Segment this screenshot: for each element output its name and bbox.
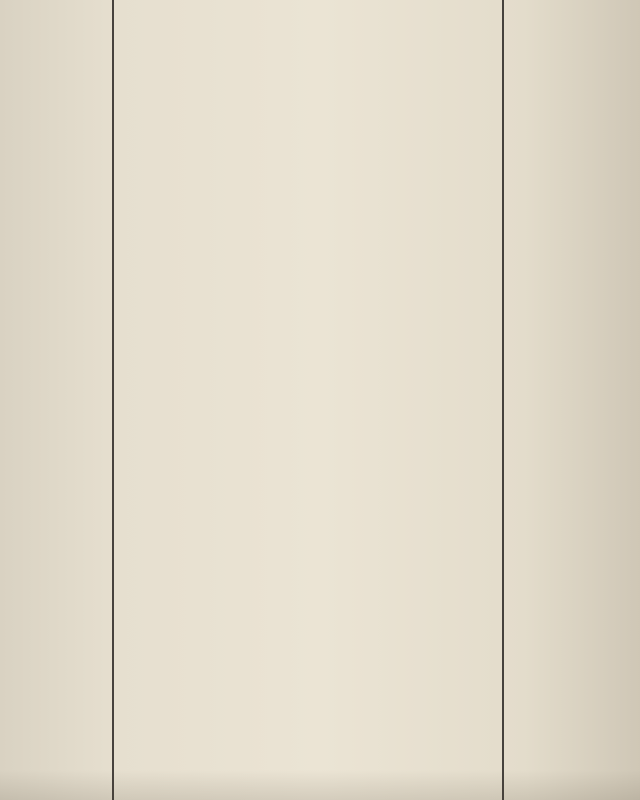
page-shadow — [0, 770, 640, 800]
column-rule-right — [502, 0, 504, 800]
column-rule-left — [112, 0, 114, 800]
